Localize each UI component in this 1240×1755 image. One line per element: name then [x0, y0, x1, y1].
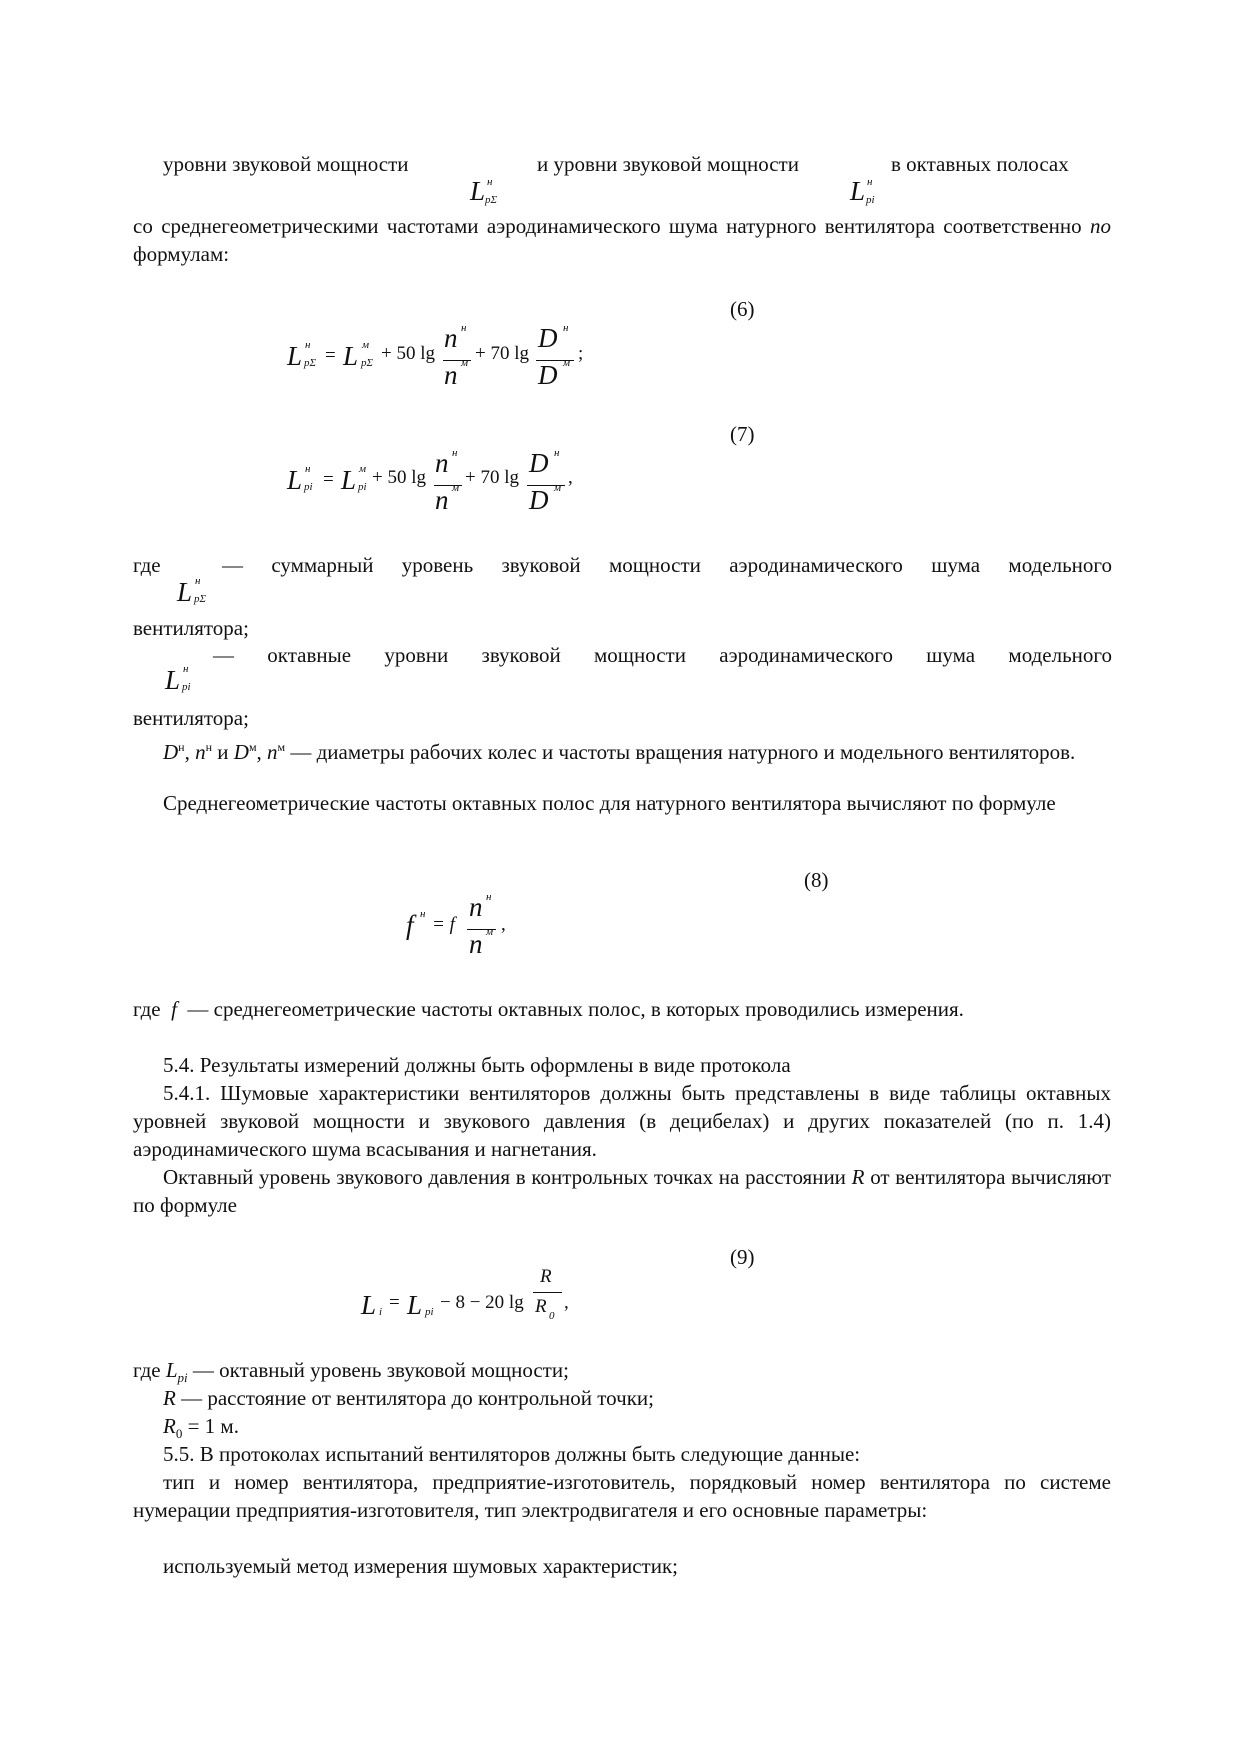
paragraph-5-4: 5.4. Результаты измерений должны быть оформлены в виде протокола: [163, 1053, 791, 1077]
sup-nat: н: [867, 176, 873, 188]
paragraph-octave: Октавный уровень звукового давления в контрольных точках на расстоянии R от вентилятора вычисляют по формуле: [133, 1165, 1112, 1217]
symbol-L-sum-nat: L: [470, 176, 486, 206]
text-p1-c: в октавных полосах: [891, 152, 1069, 176]
paragraph-5-5: 5.5. В протоколах испытаний вентиляторов должны быть следующие данные:: [163, 1442, 861, 1466]
sub-psum: pΣ: [485, 194, 498, 206]
paragraph-r0: $R_0 = 1$ м.: [163, 1414, 239, 1442]
text-p1-a: уровни звуковой мощности: [163, 152, 409, 176]
paragraph-where-r: R — расстояние от вентилятора до контрольной точки;: [163, 1386, 654, 1410]
equation-number-9: (9): [730, 1245, 755, 1269]
sub-pi: pi: [866, 194, 875, 206]
paragraph-where-lpi: где $L_{pi}$ — октавный уровень звуковой мощности;: [133, 1358, 569, 1386]
equation-number-7: (7): [730, 422, 755, 446]
paragraph-5-4-1: 5.4.1. Шумовые характеристики вентиляторов должны быть представлены в виде таблицы октавных уровней звуковой мощности и звукового давления (в децибелах) и других показателей (по п. 1.4) аэродинамического шума всасывания и нагнетания.: [133, 1081, 1111, 1161]
symbol-L-i-nat: L: [850, 176, 866, 206]
paragraph-diameters: $D^н$, $n^н$ и $D^м$, $n^м$ — диаметры рабочих колес и частоты вращения натурного и модельного вентиляторов.: [163, 740, 1076, 764]
equation-number-6: (6): [730, 297, 755, 321]
equation-number-8: (8): [804, 868, 829, 892]
sup-nat: н: [487, 176, 493, 188]
paragraph-item-1: тип и номер вентилятора, предприятие-изготовитель, порядковый номер вентилятора по системе нумерации предприятия-изготовителя, тип электродвигателя и его основные параметры:: [133, 1470, 1111, 1522]
text-p1-b: и уровни звуковой мощности: [537, 152, 799, 176]
paragraph-where-f: где f — среднегеометрические частоты октавных полос, в которых проводились измерения.: [133, 997, 964, 1021]
text-p1-d: со среднегеометрическими частотами аэродинамического шума натурного вентилятора соответственно по формулам:: [133, 214, 1111, 266]
document-page: уровни звуковой мощности L н pΣ и уровни звуковой мощности L н pi в октавных полосах со среднегеометрическими частотами аэродинамического шума натурного вентилятора соответственно по формулам: (6) L н pΣ = L м pΣ + 50 lg n н n м + 70 lg D н D м ; (7) L н pi = L м pi + 50 lg n н n м + 70 lg D н D м , где L н pΣ — суммарный уровень звуковой мощности аэродинамического шума модельного вентилятора; L н pi — октавные уровни звуковой мощности аэродинамического шума модельного вентилятора; $D^н$, $n^н$ и $D^м$, $n^м$ — диаметры рабочих колес и частоты вращения натурного и модельного вентиляторов. Среднегеометрические частоты октавных полос для натурного вентилятора вычисляют по формуле (8) f н = f n н n м , где f — среднегеометрические частоты октавных полос, в которых проводились измерения. 5.4. Результаты измерений должны быть оформлены в виде протокола 5.4.1. Шумовые характеристики вентиляторов должны быть представлены в виде таблицы октавных уровней звуковой мощности и звукового давления (в децибелах) и других показателей (по п. 1.4) аэродинамического шума всасывания и нагнетания. Октавный уровень звукового давления в контрольных точках на расстоянии R от вентилятора вычисляют по формуле (9) L i = L pi − 8 − 20 lg R R 0 , где $L_{pi}$ — октавный уровень звуковой мощности; R — расстояние от вентилятора до контрольной точки; $R_0 = 1$ м. 5.5. В протоколах испытаний вентиляторов должны быть следующие данные: тип и номер вентилятора, предприятие-изготовитель, порядковый номер вентилятора по системе нумерации предприятия-изготовителя, тип электродвигателя и его основные параметры: используемый метод измерения шумовых характеристик;: [133, 152, 1112, 1578]
paragraph-item-2: используемый метод измерения шумовых характеристик;: [163, 1554, 679, 1578]
paragraph-sg: Среднегеометрические частоты октавных полос для натурного вентилятора вычисляют по формуле: [163, 791, 1056, 815]
